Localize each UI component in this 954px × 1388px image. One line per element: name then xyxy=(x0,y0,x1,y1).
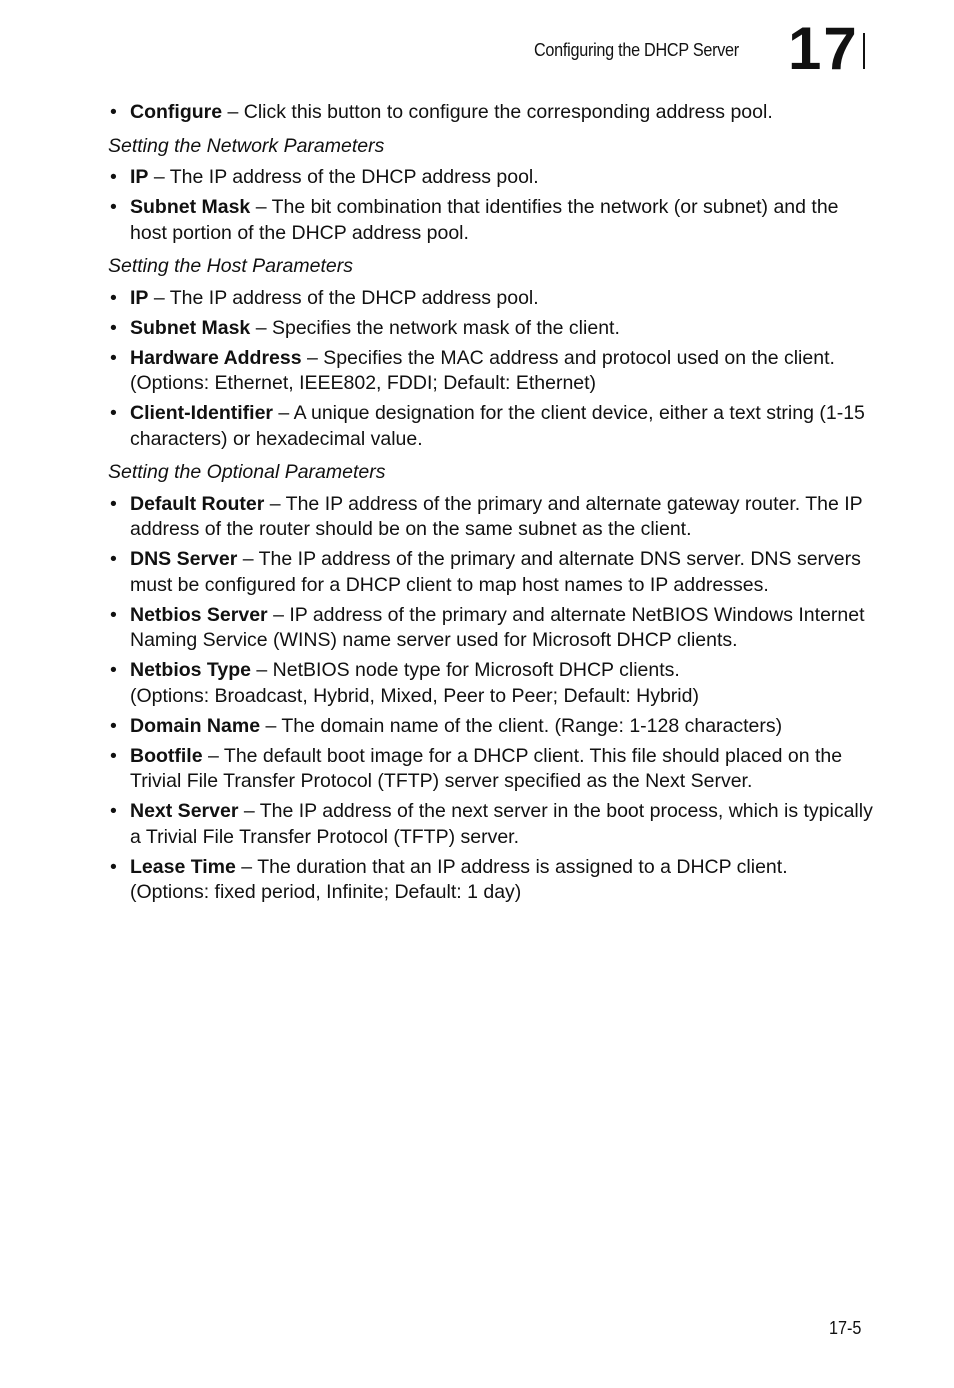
bullet-icon: • xyxy=(110,101,117,123)
item-term: Netbios Server xyxy=(130,603,268,626)
bullet-icon: • xyxy=(110,196,117,218)
item-description: – The IP address of the next server in the boot process, which is typically a Trivial File Transfer Protocol (TFTP) server. xyxy=(130,800,873,848)
item-term: IP xyxy=(130,286,149,309)
bullet-icon: • xyxy=(110,800,117,822)
list-item-host-ip xyxy=(108,286,878,312)
page-body xyxy=(108,100,878,910)
bullet-icon: • xyxy=(110,714,117,737)
section-heading-host: Setting the Host Parameters xyxy=(108,255,353,277)
item-description: – The bit combination that identifies the network (or subnet) and the host portion of the DHCP address pool. xyxy=(130,196,839,244)
chapter-number: 17 xyxy=(788,15,859,82)
item-term: Next Server xyxy=(130,800,239,822)
item-description: – The IP address of the DHCP address pool. xyxy=(148,166,539,188)
item-term: Subnet Mask xyxy=(130,316,251,339)
list-item-dns-server xyxy=(108,547,878,598)
item-description: – IP address of the primary and alternate NetBIOS Windows Internet Naming Service (WINS) name server used for Microsoft DHCP clients. xyxy=(130,603,865,651)
bullet-icon: • xyxy=(110,492,117,515)
item-description: – Click this button to configure the corresponding address pool. xyxy=(222,101,773,123)
section-heading-network: Setting the Network Parameters xyxy=(108,134,385,157)
item-term: Hardware Address xyxy=(130,346,302,369)
bullet-icon: • xyxy=(110,402,117,424)
item-term: Bootfile xyxy=(130,744,203,767)
item-term: IP xyxy=(130,166,149,188)
list-item-configure xyxy=(108,100,878,126)
bullet-icon: • xyxy=(110,548,117,570)
bullet-icon: • xyxy=(110,166,117,188)
list-item-default-router xyxy=(108,492,878,543)
section-heading-optional: Setting the Optional Parameters xyxy=(108,461,386,483)
item-description: – Specifies the MAC address and protocol used on the client. (Options: Ethernet, IEEE802, FDDI; Default: Ethernet) xyxy=(130,346,835,394)
item-description: – The domain name of the client. (Range: 1-128 characters) xyxy=(260,714,783,737)
list-item-netbios-type xyxy=(108,658,878,709)
list-item-next-server xyxy=(108,799,878,850)
item-description: – A unique designation for the client device, either a text string (1-15 characters) or hexadecimal value. xyxy=(130,402,865,450)
list-item-client-identifier xyxy=(108,401,878,452)
list-item-netbios-server xyxy=(108,603,878,654)
list-item-domain-name xyxy=(108,714,878,740)
item-term: Client-Identifier xyxy=(130,402,274,424)
bullet-icon: • xyxy=(110,659,117,681)
list-item-network-ip xyxy=(108,165,878,191)
bullet-icon: • xyxy=(110,855,117,878)
list-item-bootfile xyxy=(108,744,878,795)
item-term: Subnet Mask xyxy=(130,196,251,218)
item-options: (Options: Broadcast, Hybrid, Mixed, Peer to Peer; Default: Hybrid) xyxy=(130,684,699,707)
item-term: Lease Time xyxy=(130,855,236,878)
item-description: – NetBIOS node type for Microsoft DHCP clients. xyxy=(251,659,680,681)
page-number: 17-5 xyxy=(829,1318,862,1338)
item-term: Configure xyxy=(130,101,223,123)
bullet-icon: • xyxy=(110,603,117,626)
item-term: Default Router xyxy=(130,492,265,515)
list-item-network-subnet-mask xyxy=(108,195,878,246)
item-term: Netbios Type xyxy=(130,659,251,681)
list-item-host-subnet-mask xyxy=(108,316,878,342)
bullet-icon: • xyxy=(110,744,117,767)
running-header-title: Configuring the DHCP Server xyxy=(534,40,739,60)
bullet-icon: • xyxy=(110,286,117,309)
list-item-hardware-address xyxy=(108,346,878,397)
item-description: – Specifies the network mask of the client. xyxy=(250,316,620,339)
bullet-icon: • xyxy=(110,346,117,369)
item-description: – The default boot image for a DHCP client. This file should placed on the Trivial File Transfer Protocol (TFTP) server specified as the Next Server. xyxy=(130,744,843,792)
item-description: – The IP address of the DHCP address pool. xyxy=(148,286,539,309)
item-options: (Options: fixed period, Infinite; Default: 1 day) xyxy=(130,881,522,903)
item-term: DNS Server xyxy=(130,548,238,570)
item-description: – The duration that an IP address is assigned to a DHCP client. xyxy=(235,855,788,878)
item-description: – The IP address of the primary and alternate gateway router. The IP address of the router should be on the same subnet as the client. xyxy=(130,492,863,540)
item-description: – The IP address of the primary and alternate DNS server. DNS servers must be configured for a DHCP client to map host names to IP addresses. xyxy=(130,548,861,596)
bullet-icon: • xyxy=(110,316,117,339)
chapter-divider xyxy=(863,33,865,69)
item-term: Domain Name xyxy=(130,714,261,737)
list-item-lease-time xyxy=(108,855,878,906)
